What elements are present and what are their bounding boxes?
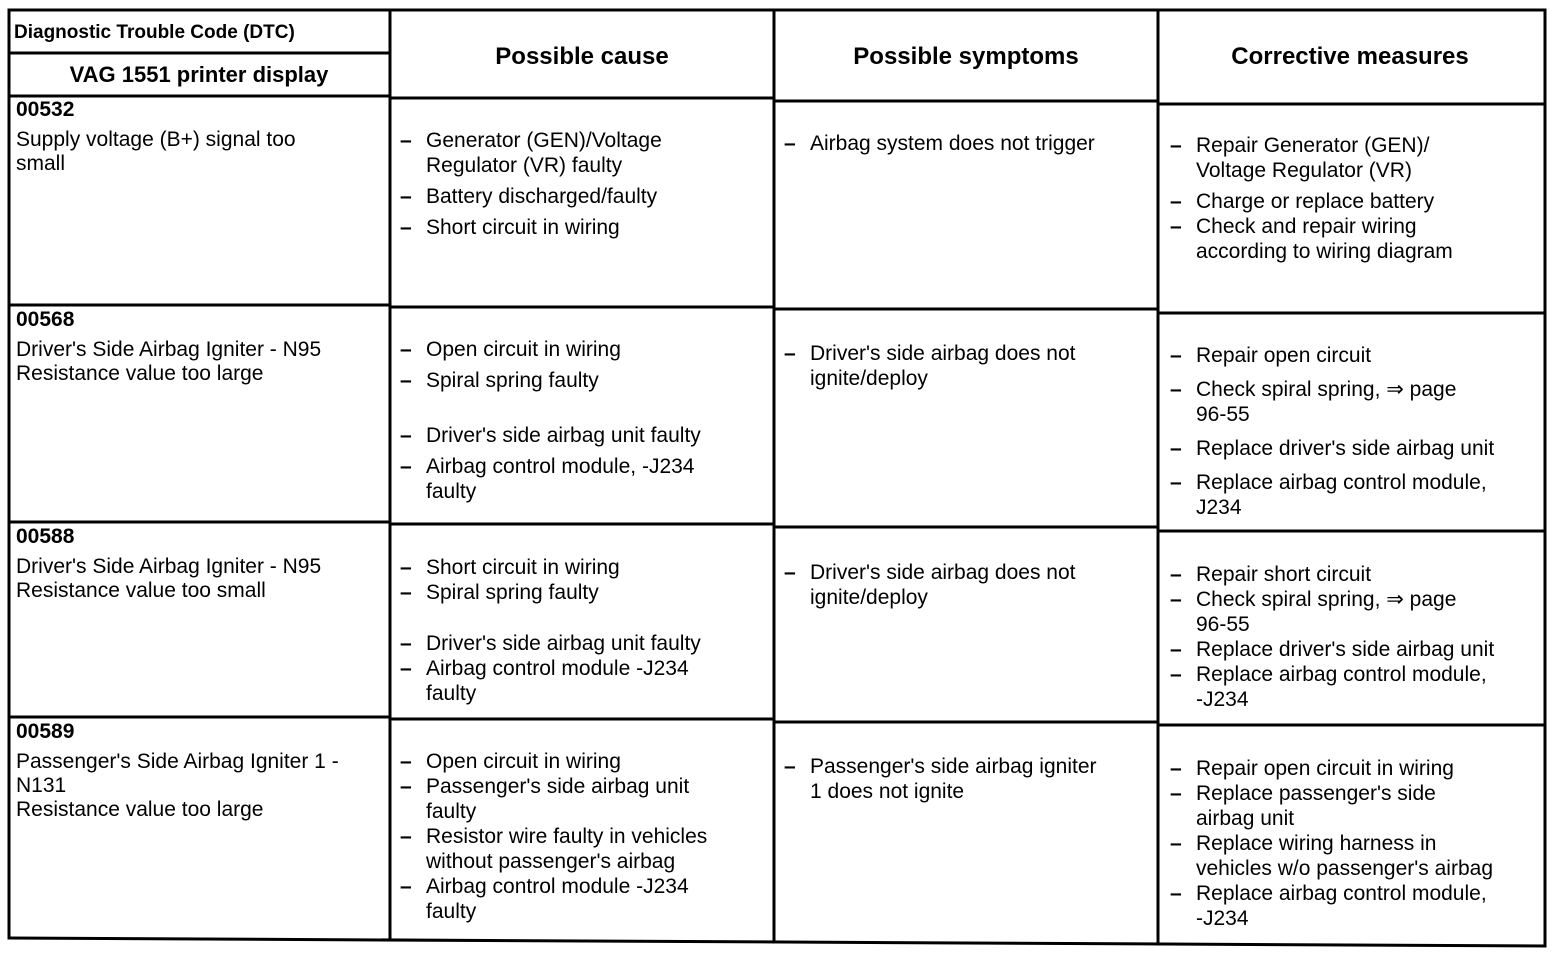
dtc-code: 00532 — [16, 98, 75, 121]
list-item: – Replace airbag control module, J234 — [1166, 470, 1540, 520]
header-possible-cause: Possible cause — [495, 43, 669, 70]
list-item: – Passenger's side airbag unit faulty — [396, 774, 768, 824]
list-item: – Resistor wire faulty in vehicles without passenger's airbag — [396, 824, 768, 874]
measure-list — [1166, 343, 1540, 526]
list-item: – Driver's side airbag does not ignite/deploy — [780, 560, 1152, 610]
measure-list — [1166, 133, 1540, 270]
dtc-description: Passenger's Side Airbag Igniter 1 - N131 Resistance value too large — [16, 750, 339, 821]
list-item: – Airbag control module, -J234 faulty — [396, 454, 768, 504]
list-item: – Spiral spring faulty — [396, 368, 768, 393]
dtc-description: Supply voltage (B+) signal too small — [16, 128, 296, 175]
dtc-code: 00589 — [16, 720, 75, 743]
dtc-code: 00588 — [16, 525, 75, 548]
table-row-code-cell — [16, 308, 388, 386]
measure-list — [1166, 562, 1540, 718]
list-item: – Battery discharged/faulty — [396, 184, 768, 209]
header-possible-symptoms: Possible symptoms — [853, 43, 1079, 70]
list-item: – Airbag system does not trigger — [780, 131, 1152, 156]
cause-list — [396, 555, 768, 712]
list-item: – Driver's side airbag unit faulty — [396, 423, 768, 448]
table-row-code-cell — [16, 720, 388, 822]
symptom-list — [780, 131, 1152, 162]
list-item: – Airbag control module -J234 faulty — [396, 656, 768, 706]
list-item: – Replace passenger's side airbag unit — [1166, 781, 1540, 831]
list-item: – Repair Generator (GEN)/ Voltage Regulator (VR) — [1166, 133, 1540, 183]
dtc-description: Driver's Side Airbag Igniter - N95 Resistance value too small — [16, 555, 322, 602]
cause-list — [396, 128, 768, 246]
list-item: – Check and repair wiring according to wiring diagram — [1166, 214, 1540, 264]
list-item: – Check spiral spring, ⇒ page 96-55 — [1166, 377, 1540, 427]
list-item: – Airbag control module -J234 faulty — [396, 874, 768, 924]
measure-list — [1166, 756, 1540, 937]
symptom-list — [780, 560, 1152, 616]
header-dtc: Diagnostic Trouble Code (DTC) — [14, 22, 295, 43]
list-item: – Open circuit in wiring — [396, 749, 768, 774]
list-item: – Repair short circuit — [1166, 562, 1540, 587]
dtc-description: Driver's Side Airbag Igniter - N95 Resistance value too large — [16, 338, 322, 385]
list-item: – Repair open circuit — [1166, 343, 1540, 368]
list-item: – Replace wiring harness in vehicles w/o passenger's airbag — [1166, 831, 1540, 881]
list-item: – Replace airbag control module, -J234 — [1166, 662, 1540, 712]
list-item: – Short circuit in wiring — [396, 555, 768, 580]
list-item: – Charge or replace battery — [1166, 189, 1540, 214]
list-item: – Replace driver's side airbag unit — [1166, 436, 1540, 461]
list-item: – Driver's side airbag does not ignite/deploy — [780, 341, 1152, 391]
list-item: – Driver's side airbag unit faulty — [396, 631, 768, 656]
header-vag-display: VAG 1551 printer display — [69, 62, 329, 87]
list-item: – Replace airbag control module, -J234 — [1166, 881, 1540, 931]
symptom-list — [780, 341, 1152, 397]
cause-list — [396, 337, 768, 510]
header-corrective-measures: Corrective measures — [1231, 43, 1469, 70]
dtc-code: 00568 — [16, 308, 75, 331]
list-item: – Replace driver's side airbag unit — [1166, 637, 1540, 662]
cause-list — [396, 749, 768, 930]
list-item: – Short circuit in wiring — [396, 215, 768, 240]
list-item: – Generator (GEN)/Voltage Regulator (VR) faulty — [396, 128, 768, 178]
list-item: – Repair open circuit in wiring — [1166, 756, 1540, 781]
symptom-list — [780, 754, 1152, 810]
table-row-code-cell — [16, 98, 388, 176]
list-item: – Spiral spring faulty — [396, 580, 768, 605]
list-item: – Check spiral spring, ⇒ page 96-55 — [1166, 587, 1540, 637]
list-item: – Open circuit in wiring — [396, 337, 768, 362]
list-item: – Passenger's side airbag igniter 1 does not ignite — [780, 754, 1152, 804]
table-row-code-cell — [16, 525, 388, 603]
